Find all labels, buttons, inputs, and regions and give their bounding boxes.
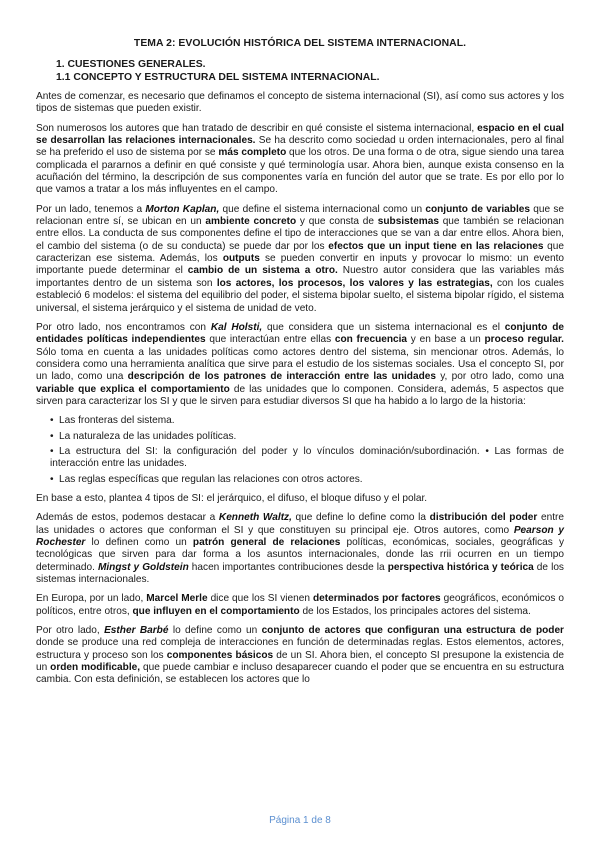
- paragraph-intro: Antes de comenzar, es necesario que definamos el concepto de sistema internacional (SI), así como sus actores y los tipos de sistemas que pueden existir.: [36, 91, 564, 115]
- bullet-icon: •: [50, 445, 54, 457]
- paragraph-authors-intro: Son numerosos los autores que han tratado de describir en qué consiste el sistema internacional, espacio en el cual se desarrollan las relaciones internacionales. Se ha descrito como sociedad u orden internacionales, pero al final se ha preferido el uso de sistema por se más completo que los otros. De una forma o de otra, sigue siendo una tarea complicada el pararnos a definir en qué consiste y qué terminología usar. Ahora bien, aunque exista consenso en la acuñación del término, la descripción de sus componentes varía en función del autor que se trate. Es por ello por lo que vamos a tratar a los más influyentes en el campo.: [36, 122, 564, 196]
- paragraph-merle: En Europa, por un lado, Marcel Merle dice que los SI vienen determinados por factores geográficos, económicos o políticos, entre otros, que influyen en el comportamiento de los Estados, los principales actores del sistema.: [36, 593, 565, 617]
- document-title: TEMA 2: EVOLUCIÓN HISTÓRICA DEL SISTEMA INTERNACIONAL.: [133, 38, 467, 49]
- subsection-heading: 1.1 CONCEPTO Y ESTRUCTURA DEL SISTEMA INTERNACIONAL.: [56, 72, 380, 83]
- paragraph-types: En base a esto, plantea 4 tipos de SI: el jerárquico, el difuso, el bloque difuso y el polar.: [36, 492, 428, 504]
- paragraph-holsti: Por otro lado, nos encontramos con Kal Holsti, que considera que un sistema internacional es el conjunto de entidades políticas independientes que interactúan entre ellas con frecuencia y en base a un proceso regular. Sólo toma en cuenta a las unidades políticas como actores dentro del sistema, sin mencionar otros. Además, lo considera como una herramienta analítica que sirve para el estudio de los sistemas sociales. Usa el concepto SI, por un lado, como una descripción de los patrones de interacción entre las unidades y, por otro lado, como una variable que explica el comportamiento de las unidades que lo componen. Considera, además, 5 aspectos que sirven para caracterizar los SI y que le sirven para estudiar diversos SI que ha habido a lo largo de la historia:: [36, 321, 564, 407]
- bullet-icon: •: [50, 415, 54, 427]
- paragraph-waltz: Además de estos, podemos destacar a Kenneth Waltz, que define lo define como la distribución del poder entre las unidades o actores que conforman el SI y que constituyen su principal eje. Otros autores, como Pearson y Rochester lo definen como un patrón general de relaciones políticas, económicas, sociales, geográficas y tecnológicas que sirven para dar forma a los asuntos internacionales, donde las rrii ocurren en un tiempo determinado. Mingst y Goldstein hacen importantes contribuciones desde la perspectiva histórica y teórica de los sistemas internacionales.: [36, 512, 564, 586]
- aspects-list: [36, 415, 564, 486]
- list-item: • La estructura del SI: la configuración del poder y lo vínculos dominación/subordinación. • Las formas de interacción entre las unidades.: [50, 445, 564, 470]
- bullet-icon: •: [50, 473, 54, 485]
- list-item: • Las fronteras del sistema.: [50, 415, 175, 427]
- paragraph-kaplan: Por un lado, tenemos a Morton Kaplan, que define el sistema internacional como un conjunto de variables que se relacionan entre sí, se ubican en un ambiente concreto y que consta de subsistemas que también se relacionan entre ellos. La conducta de sus componentes define el tipo de interacciones que se van a dar entre ellos. Ahora bien, el cambio del sistema (o de su conducta) se puede dar por los efectos que un input tiene en las relaciones que caracterizan ese sistema. Además, los outputs se pueden convertir en inputs y provocar lo mismo: un evento importante puede determinar el cambio de un sistema a otro. Nuestro autor considera que las variables más importantes dentro de un sistema son los actores, los procesos, los valores y las estrategias, con los cuales estableció 6 modelos: el sistema del equilibrio del poder, el sistema bipolar suelto, el sistema bipolar rígido, el sistema universal, el sistema jerárquico y el sistema de unidad de veto.: [36, 203, 564, 314]
- document-body: [36, 91, 564, 694]
- list-item: • La naturaleza de las unidades políticas.: [50, 430, 237, 442]
- paragraph-barbe: Por otro lado, Esther Barbé lo define como un conjunto de actores que configuran una estructura de poder donde se produce una red compleja de interacciones en función de determinadas reglas. Estos elementos, actores, estructura y proceso son los componentes básicos de un SI. Ahora bien, el concepto SI presupone la existencia de un orden modificable, que puede cambiar e incluso desaparecer cuando el poder que se encuentra en su estructura cambia. Con esta definición, se establecen los actores que lo: [36, 625, 564, 686]
- bullet-icon: •: [50, 430, 54, 442]
- list-item: • Las reglas específicas que regulan las relaciones con otros actores.: [50, 473, 363, 485]
- section-heading: 1. CUESTIONES GENERALES.: [56, 59, 206, 70]
- page-number: Página 1 de 8: [269, 815, 331, 826]
